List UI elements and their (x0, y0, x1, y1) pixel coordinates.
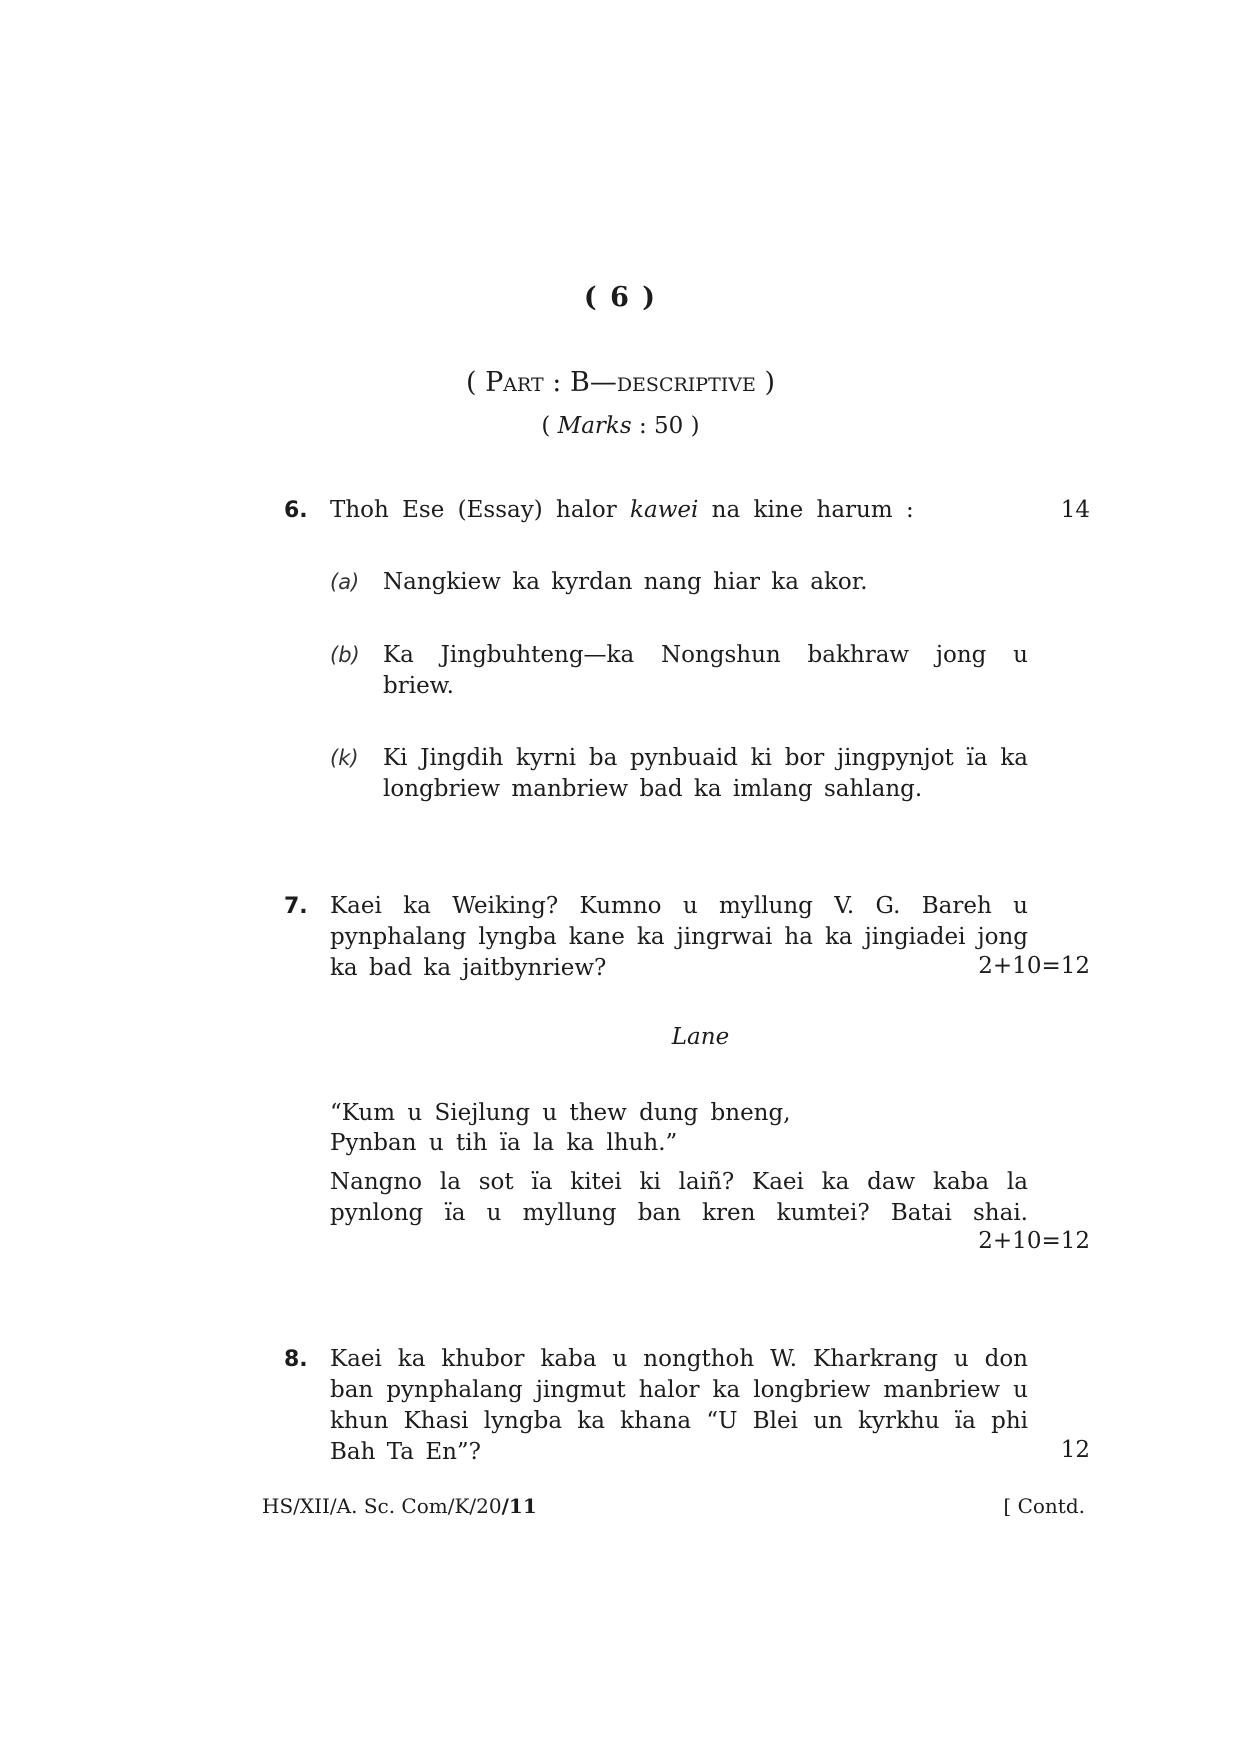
marks-word: Marks (557, 413, 632, 439)
q8-line1: Kaei ka khubor kaba u nongthoh W. Kharkrang u don (330, 1346, 1028, 1372)
q6-option-k-text-line2: longbriew manbriew bad ka imlang sahlang. (383, 776, 923, 802)
paper-code (262, 1494, 537, 1518)
lane-marks: 2+10=12 (978, 1228, 1090, 1254)
q7-number: 7. (284, 894, 308, 919)
lane-heading: Lane (671, 1024, 730, 1050)
q6-number: 6. (284, 498, 308, 523)
q7-line2: pynphalang lyngba kane ka jingrwai ha ka jingiadei jong (330, 924, 1028, 950)
page-number: ( 6 ) (583, 282, 658, 313)
q6-text-before: Thoh Ese (Essay) halor (330, 497, 617, 523)
q6-option-k-text-line1: Ki Jingdih kyrni ba pynbuaid ki bor jingpynjot ïa ka (383, 745, 1028, 771)
q8-marks: 12 (1060, 1437, 1090, 1463)
total-marks (0, 413, 1241, 439)
marks-close-paren: ) (690, 413, 700, 439)
part-separator: : (552, 367, 562, 398)
q8-line2: ban pynphalang jingmut halor ka longbriew manbriew u (330, 1377, 1028, 1403)
contd-marker: [ Contd. (1003, 1494, 1085, 1518)
paper-code-bold: /11 (501, 1494, 537, 1518)
q8-line4: Bah Ta En”? (330, 1439, 482, 1465)
marks-value: : 50 (638, 413, 684, 439)
lane-verse-line1: “Kum u Siejlung u thew dung bneng, (330, 1100, 791, 1126)
q8-line3: khun Khasi lyngba ka khana “U Blei un kyrkhu ïa phi (330, 1408, 1028, 1434)
q6-text-after: na kine harum : (711, 497, 914, 523)
q6-text-italic: kawei (630, 497, 699, 523)
part-dash: — (589, 367, 617, 398)
q6-marks: 14 (1060, 497, 1090, 523)
q6-option-b-text-line2: briew. (383, 673, 454, 699)
q7-line1: Kaei ka Weiking? Kumno u myllung V. G. Bareh u (330, 893, 1028, 919)
paper-code-text: HS/XII/A. Sc. Com/K/20 (262, 1494, 502, 1518)
q7-line3: ka bad ka jaitbynriew? (330, 955, 607, 981)
lane-verse-line2: Pynban u tih ïa la ka lhuh.” (330, 1130, 678, 1156)
part-open-paren: ( (466, 367, 477, 398)
q6-text (330, 497, 950, 523)
q6-option-b-text-line1: Ka Jingbuhteng—ka Nongshun bakhraw jong u (383, 642, 1028, 668)
part-title (0, 367, 1241, 398)
q6-option-k-label: (k) (330, 746, 359, 770)
part-word: Part (485, 367, 544, 398)
part-letter: B (569, 367, 590, 398)
q6-option-b-label: (b) (330, 643, 360, 667)
lane-question-line2: pynlong ïa u myllung ban kren kumtei? Batai shai. (330, 1200, 1028, 1226)
q6-option-a-label: (a) (330, 570, 360, 594)
q8-number: 8. (284, 1347, 308, 1372)
marks-open-paren: ( (541, 413, 551, 439)
q7-marks: 2+10=12 (978, 953, 1090, 979)
q6-option-a-text: Nangkiew ka kyrdan nang hiar ka akor. (383, 569, 868, 595)
part-name: descriptive (616, 367, 756, 398)
part-close-paren: ) (764, 367, 775, 398)
lane-question-line1: Nangno la sot ïa kitei ki laiñ? Kaei ka daw kaba la (330, 1169, 1028, 1195)
